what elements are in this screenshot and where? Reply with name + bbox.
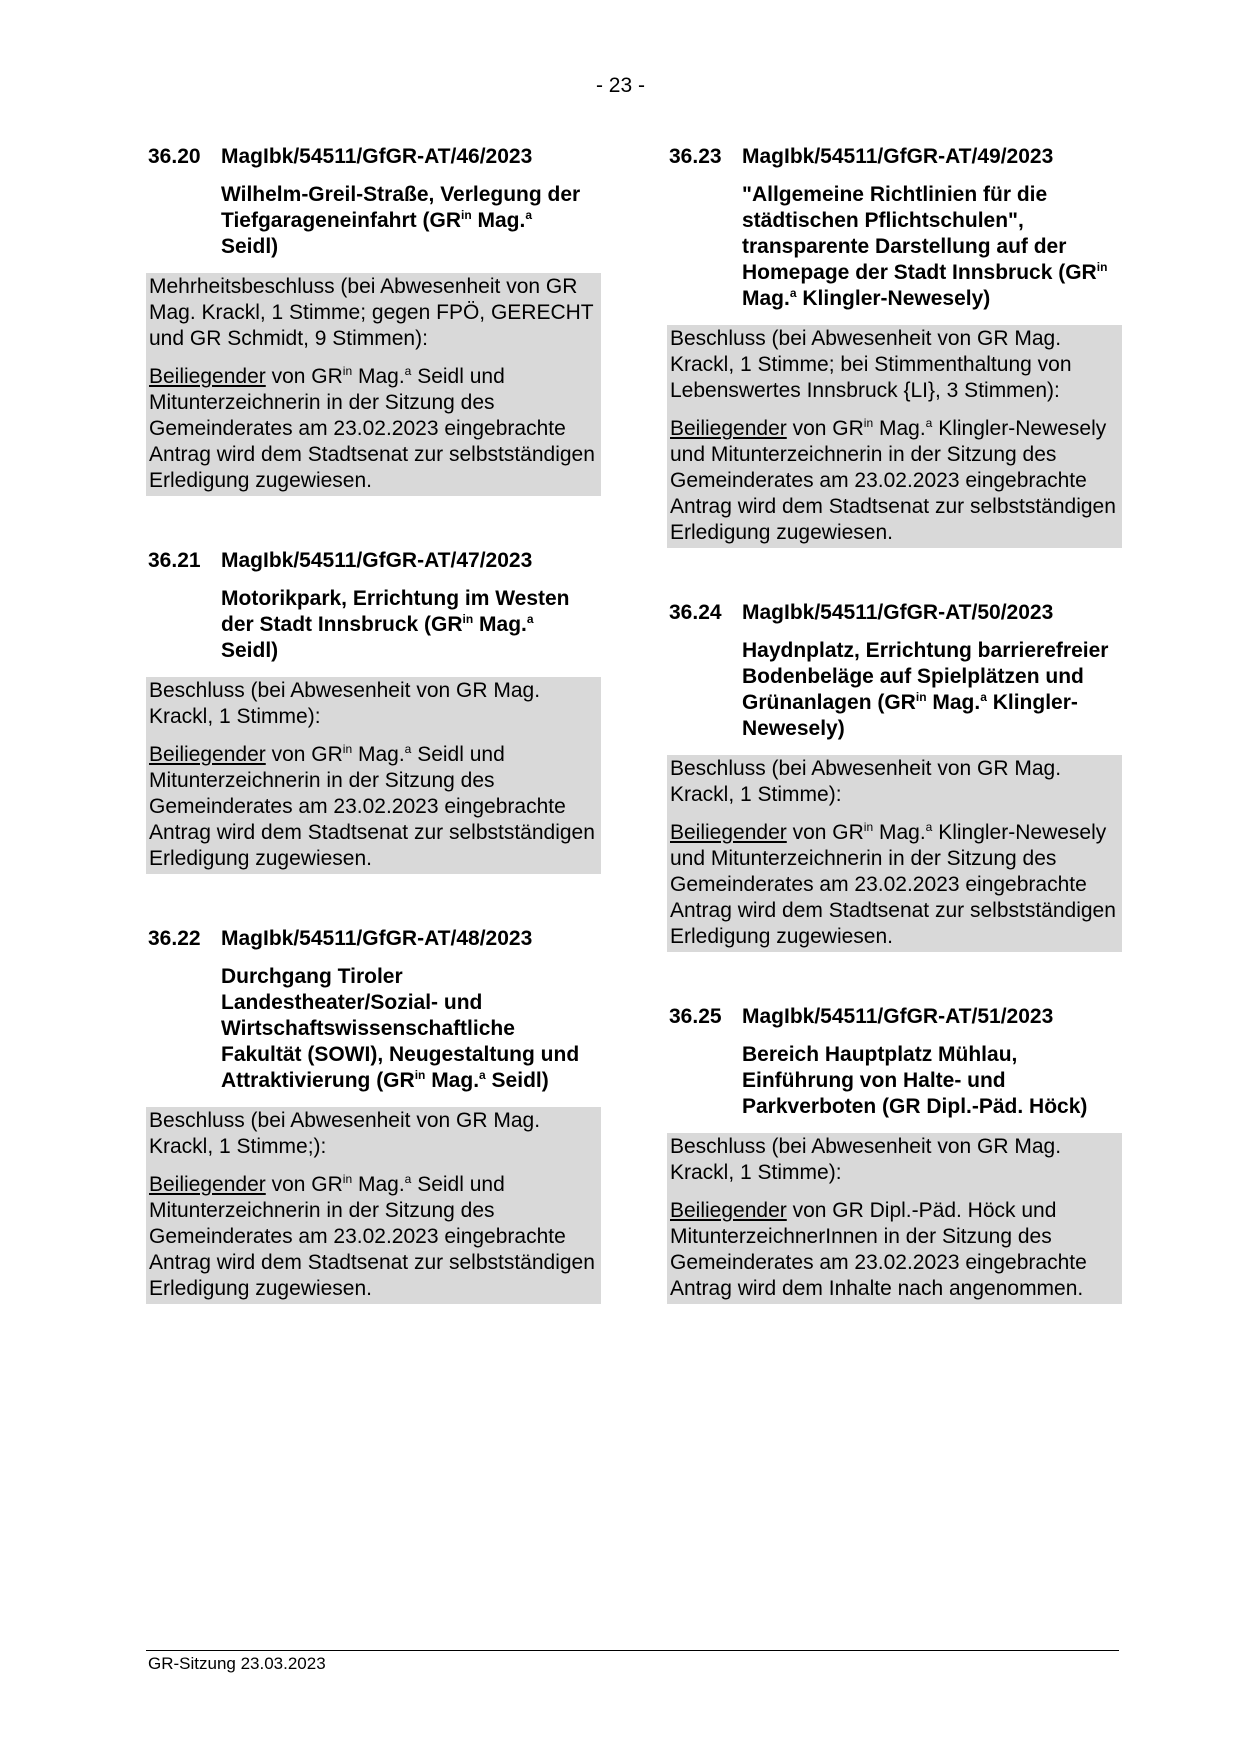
item-reference: MagIbk/54511/GfGR-AT/47/2023	[221, 549, 533, 572]
page-number: - 23 -	[595, 74, 645, 97]
item-heading	[146, 926, 601, 952]
item-heading	[667, 1004, 1122, 1030]
superscript: in	[915, 690, 927, 704]
underlined-text: Beiliegender	[670, 1199, 787, 1222]
resolution-box	[146, 273, 601, 496]
superscript: a	[525, 208, 533, 222]
resolution-text: Beschluss (bei Abwesenheit von GR Mag. Krackl, 1 Stimme):	[670, 1135, 1062, 1184]
superscript: a	[526, 612, 534, 626]
left-column	[146, 144, 601, 1356]
item-reference: MagIbk/54511/GfGR-AT/46/2023	[221, 145, 533, 168]
underlined-text: Beiliegender	[149, 365, 266, 388]
item-heading	[667, 144, 1122, 170]
item-reference: MagIbk/54511/GfGR-AT/51/2023	[742, 1005, 1054, 1028]
item-heading	[146, 548, 601, 574]
superscript: a	[479, 1068, 486, 1082]
superscript: in	[342, 1172, 353, 1186]
resolution-body: Beiliegender von $GR^{in}$ Mag.$^a$ Klingler-Newesely und Mitunterzeichnerin in der Sitzung des Gemeinderates am 23.02.2023 eingebrachte Antrag wird dem Stadtsenat zur selbstständigen Erledigung zugewiesen.	[670, 416, 1116, 544]
agenda-item	[667, 600, 1122, 952]
agenda-item	[146, 144, 601, 496]
item-number: 36.24	[669, 601, 722, 624]
resolution-box	[146, 677, 601, 874]
superscript: in	[863, 820, 874, 834]
resolution-text: Beschluss (bei Abwesenheit von GR Mag. Krackl, 1 Stimme; bei Stimmenthaltung von Lebenswertes Innsbruck {LI}, 3 Stimmen):	[670, 327, 1072, 402]
agenda-item	[667, 144, 1122, 548]
superscript: a	[404, 364, 412, 378]
superscript: a	[925, 416, 933, 430]
agenda-item	[146, 548, 601, 874]
item-reference: MagIbk/54511/GfGR-AT/49/2023	[742, 145, 1054, 168]
item-title: Motorikpark, Errichtung im Westen der Stadt Innsbruck ($GR^{in}$ Mag.$^a$ Seidl)	[221, 587, 570, 662]
resolution-text: Beschluss (bei Abwesenheit von GR Mag. Krackl, 1 Stimme;):	[149, 1109, 541, 1158]
agenda-item	[146, 926, 601, 1304]
superscript: in	[342, 742, 353, 756]
item-title: Bereich Hauptplatz Mühlau, Einführung von Halte- und Parkverboten (GR Dipl.-Päd. Höck)	[742, 1043, 1088, 1118]
item-number: 36.23	[669, 145, 722, 168]
item-number: 36.25	[669, 1005, 722, 1028]
item-reference: MagIbk/54511/GfGR-AT/48/2023	[221, 927, 533, 950]
item-title: "Allgemeine Richtlinien für die städtischen Pflichtschulen", transparente Darstellung auf der Homepage der Stadt Innsbruck ($GR^{in}$ Mag.$^a$ Klingler-Newesely)	[742, 183, 1108, 310]
resolution-box	[667, 755, 1122, 952]
resolution-text: Beschluss (bei Abwesenheit von GR Mag. Krackl, 1 Stimme):	[670, 757, 1062, 806]
footer-rule	[146, 1650, 1119, 1651]
superscript: in	[1096, 260, 1108, 274]
superscript: in	[460, 208, 472, 222]
resolution-body: Beiliegender von $GR^{in}$ Mag.$^a$ Seidl und Mitunterzeichnerin in der Sitzung des Gemeinderates am 23.02.2023 eingebrachte Antrag wird dem Stadtsenat zur selbstständigen Erledigung zugewiesen.	[149, 742, 595, 870]
underlined-text: Beiliegender	[149, 1173, 266, 1196]
resolution-box	[667, 1133, 1122, 1304]
item-reference: MagIbk/54511/GfGR-AT/50/2023	[742, 601, 1054, 624]
resolution-text: Mehrheitsbeschluss (bei Abwesenheit von GR Mag. Krackl, 1 Stimme; gegen FPÖ, GERECHT und GR Schmidt, 9 Stimmen):	[149, 275, 594, 350]
resolution-body: Beiliegender von $GR^{in}$ Mag.$^a$ Seidl und Mitunterzeichnerin in der Sitzung des Gemeinderates am 23.02.2023 eingebrachte Antrag wird dem Stadtsenat zur selbstständigen Erledigung zugewiesen.	[149, 364, 595, 492]
resolution-body: Beiliegender von $GR^{in}$ Mag.$^a$ Klingler-Newesely und Mitunterzeichnerin in der Sitzung des Gemeinderates am 23.02.2023 eingebrachte Antrag wird dem Stadtsenat zur selbstständigen Erledigung zugewiesen.	[670, 820, 1116, 948]
underlined-text: Beiliegender	[149, 743, 266, 766]
superscript: a	[980, 690, 987, 704]
superscript: in	[462, 612, 474, 626]
superscript: a	[925, 820, 933, 834]
item-title: Wilhelm-Greil-Straße, Verlegung der Tiefgarageneinfahrt ($GR^{in}$ Mag.$^a$ Seidl)	[221, 183, 581, 258]
resolution-box	[667, 325, 1122, 548]
footer-text: GR-Sitzung 23.03.2023	[148, 1654, 326, 1673]
resolution-body: Beiliegender von GR Dipl.-Päd. Höck und MitunterzeichnerInnen in der Sitzung des Gemeinderates am 23.02.2023 eingebrachte Antrag wird dem Inhalte nach angenommen.	[670, 1199, 1087, 1300]
item-number: 36.21	[148, 549, 201, 572]
item-title: Durchgang Tiroler Landestheater/Sozial- und Wirtschaftswissenschaftliche Fakultät (SOWI), Neugestaltung und Attraktivierung ($GR^{in}$ Mag.$^a$ Seidl)	[221, 965, 580, 1092]
superscript: in	[863, 416, 874, 430]
item-number: 36.20	[148, 145, 201, 168]
agenda-item	[667, 1004, 1122, 1304]
item-number: 36.22	[148, 927, 201, 950]
resolution-body: Beiliegender von $GR^{in}$ Mag.$^a$ Seidl und Mitunterzeichnerin in der Sitzung des Gemeinderates am 23.02.2023 eingebrachte Antrag wird dem Stadtsenat zur selbstständigen Erledigung zugewiesen.	[149, 1172, 595, 1300]
superscript: a	[404, 742, 412, 756]
item-heading	[146, 144, 601, 170]
superscript: in	[342, 364, 353, 378]
right-column	[667, 144, 1122, 1356]
underlined-text: Beiliegender	[670, 417, 787, 440]
superscript: in	[414, 1068, 426, 1082]
item-heading	[667, 600, 1122, 626]
item-title: Haydnplatz, Errichtung barrierefreier Bodenbeläge auf Spielplätzen und Grünanlagen ($GR^{in}$ Mag.$^a$ Klingler-Newesely)	[742, 639, 1109, 740]
superscript: a	[789, 286, 797, 300]
resolution-box	[146, 1107, 601, 1304]
underlined-text: Beiliegender	[670, 821, 787, 844]
resolution-text: Beschluss (bei Abwesenheit von GR Mag. Krackl, 1 Stimme):	[149, 679, 541, 728]
superscript: a	[404, 1172, 412, 1186]
